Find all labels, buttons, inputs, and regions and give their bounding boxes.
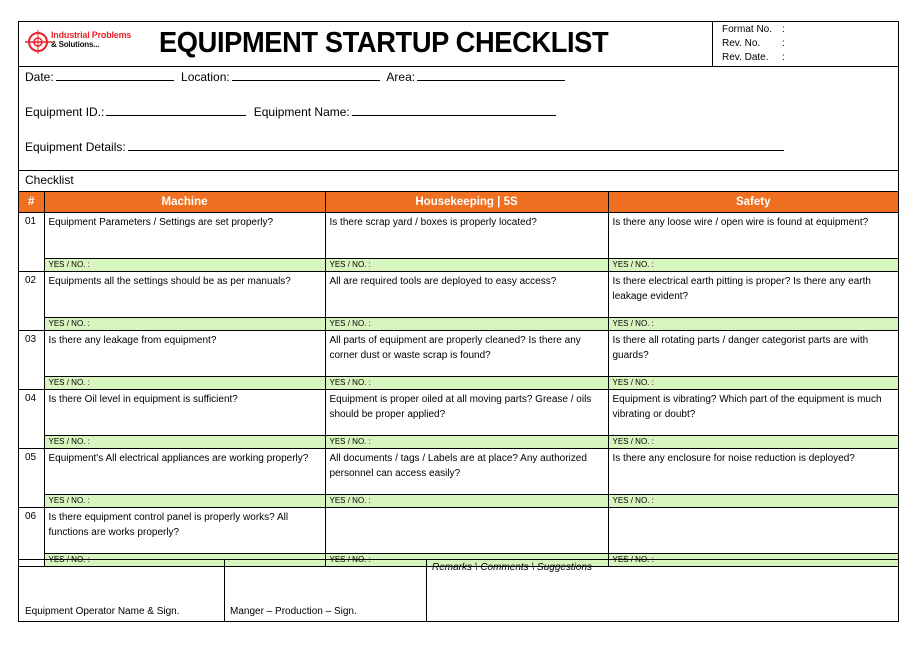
- equipment-name-field[interactable]: [352, 104, 556, 116]
- machine-question: Equipment Parameters / Settings are set properly?: [44, 213, 325, 259]
- row-number: 03: [19, 331, 44, 390]
- row-number: 04: [19, 390, 44, 449]
- format-no-colon: :: [782, 24, 785, 35]
- table-row: [19, 213, 898, 259]
- remarks-box[interactable]: [426, 560, 898, 622]
- table-row: [19, 449, 898, 495]
- safety-question: Is there any loose wire / open wire is found at equipment?: [608, 213, 898, 259]
- row-number: 05: [19, 449, 44, 508]
- equipment-id-field[interactable]: [106, 104, 246, 116]
- machine-yes-no-field[interactable]: YES / NO. :: [44, 554, 325, 567]
- machine-yes-no-field[interactable]: YES / NO. :: [44, 259, 325, 272]
- column-header-safety: Safety: [608, 192, 898, 213]
- housekeeping-yes-no-field[interactable]: YES / NO. :: [325, 259, 608, 272]
- page-title: EQUIPMENT STARTUP CHECKLIST: [159, 27, 609, 59]
- area-label: Area:: [386, 70, 416, 84]
- rev-no-label: Rev. No.: [722, 38, 761, 49]
- yes-no-row: [19, 495, 898, 508]
- yes-no-row: [19, 377, 898, 390]
- housekeeping-question: All parts of equipment are properly cleaned? Is there any corner dust or waste scrap is found?: [325, 331, 608, 377]
- table-row: [19, 508, 898, 554]
- housekeeping-yes-no-field[interactable]: YES / NO. :: [325, 495, 608, 508]
- safety-yes-no-field[interactable]: YES / NO. :: [608, 554, 898, 567]
- logo-text-line1: Industrial Problems: [51, 30, 132, 40]
- document-meta: [712, 22, 899, 66]
- manager-signature-box[interactable]: [224, 560, 427, 622]
- format-no-label: Format No.: [722, 24, 773, 35]
- safety-question: Equipment is vibrating? Which part of the equipment is much vibrating or doubt?: [608, 390, 898, 436]
- yes-no-row: [19, 436, 898, 449]
- safety-yes-no-field[interactable]: YES / NO. :: [608, 436, 898, 449]
- housekeeping-yes-no-field[interactable]: YES / NO. :: [325, 436, 608, 449]
- safety-question: [608, 508, 898, 554]
- machine-question: Equipment's All electrical appliances are working properly?: [44, 449, 325, 495]
- machine-yes-no-field[interactable]: YES / NO. :: [44, 377, 325, 390]
- housekeeping-yes-no-field[interactable]: YES / NO. :: [325, 554, 608, 567]
- table-row: [19, 331, 898, 377]
- housekeeping-question: Is there scrap yard / boxes is properly located?: [325, 213, 608, 259]
- rev-no-colon: :: [782, 38, 785, 49]
- rev-date-label: Rev. Date.: [722, 52, 769, 63]
- safety-question: Is there electrical earth pitting is proper? Is there any earth leakage evident?: [608, 272, 898, 318]
- document-header: [19, 22, 898, 67]
- equipment-details-field[interactable]: [128, 139, 784, 151]
- yes-no-row: [19, 259, 898, 272]
- machine-question: Is there any leakage from equipment?: [44, 331, 325, 377]
- equipment-details-label: Equipment Details:: [25, 140, 126, 154]
- safety-yes-no-field[interactable]: YES / NO. :: [608, 318, 898, 331]
- machine-question: Equipments all the settings should be as per manuals?: [44, 272, 325, 318]
- machine-yes-no-field[interactable]: YES / NO. :: [44, 436, 325, 449]
- area-field[interactable]: [417, 69, 565, 81]
- equipment-name-label: Equipment Name:: [253, 105, 350, 119]
- housekeeping-yes-no-field[interactable]: YES / NO. :: [325, 318, 608, 331]
- safety-question: Is there any enclosure for noise reduction is deployed?: [608, 449, 898, 495]
- housekeeping-question: All are required tools are deployed to easy access?: [325, 272, 608, 318]
- checklist-sheet: [18, 21, 899, 622]
- location-label: Location:: [181, 70, 230, 84]
- row-number: 06: [19, 508, 44, 567]
- safety-yes-no-field[interactable]: YES / NO. :: [608, 495, 898, 508]
- housekeeping-yes-no-field[interactable]: YES / NO. :: [325, 377, 608, 390]
- yes-no-row: [19, 318, 898, 331]
- column-header-machine: Machine: [44, 192, 325, 213]
- target-icon: [25, 28, 53, 56]
- column-header-number: #: [19, 192, 44, 213]
- remarks-label: Remarks \ Comments \ Suggestions: [432, 562, 593, 573]
- checklist-table: [19, 192, 898, 567]
- row-number: 02: [19, 272, 44, 331]
- column-header-housekeeping: Housekeeping | 5S: [325, 192, 608, 213]
- date-label: Date:: [25, 70, 54, 84]
- machine-question: Is there equipment control panel is properly works? All functions are works properly?: [44, 508, 325, 554]
- table-row: [19, 272, 898, 318]
- checklist-label: Checklist: [25, 173, 74, 187]
- company-logo: [25, 28, 157, 58]
- rev-date-colon: :: [782, 52, 785, 63]
- safety-yes-no-field[interactable]: YES / NO. :: [608, 377, 898, 390]
- logo-text-line2: & Solutions...: [51, 40, 100, 49]
- machine-yes-no-field[interactable]: YES / NO. :: [44, 495, 325, 508]
- safety-question: Is there all rotating parts / danger categorist parts are with guards?: [608, 331, 898, 377]
- equipment-info-section: [19, 66, 898, 171]
- housekeeping-question: All documents / tags / Labels are at place? Any authorized personnel can access easily?: [325, 449, 608, 495]
- row-number: 01: [19, 213, 44, 272]
- signature-footer: [19, 559, 898, 622]
- housekeeping-question: Equipment is proper oiled at all moving parts? Grease / oils should be proper applied?: [325, 390, 608, 436]
- date-field[interactable]: [56, 69, 174, 81]
- table-row: [19, 390, 898, 436]
- manager-signature-label: Manger – Production – Sign.: [230, 606, 357, 617]
- machine-question: Is there Oil level in equipment is sufficient?: [44, 390, 325, 436]
- operator-signature-box[interactable]: [19, 560, 225, 622]
- table-header-row: [19, 192, 898, 213]
- machine-yes-no-field[interactable]: YES / NO. :: [44, 318, 325, 331]
- operator-signature-label: Equipment Operator Name & Sign.: [25, 606, 180, 617]
- safety-yes-no-field[interactable]: YES / NO. :: [608, 259, 898, 272]
- housekeeping-question: [325, 508, 608, 554]
- location-field[interactable]: [232, 69, 380, 81]
- equipment-id-label: Equipment ID.:: [25, 105, 105, 119]
